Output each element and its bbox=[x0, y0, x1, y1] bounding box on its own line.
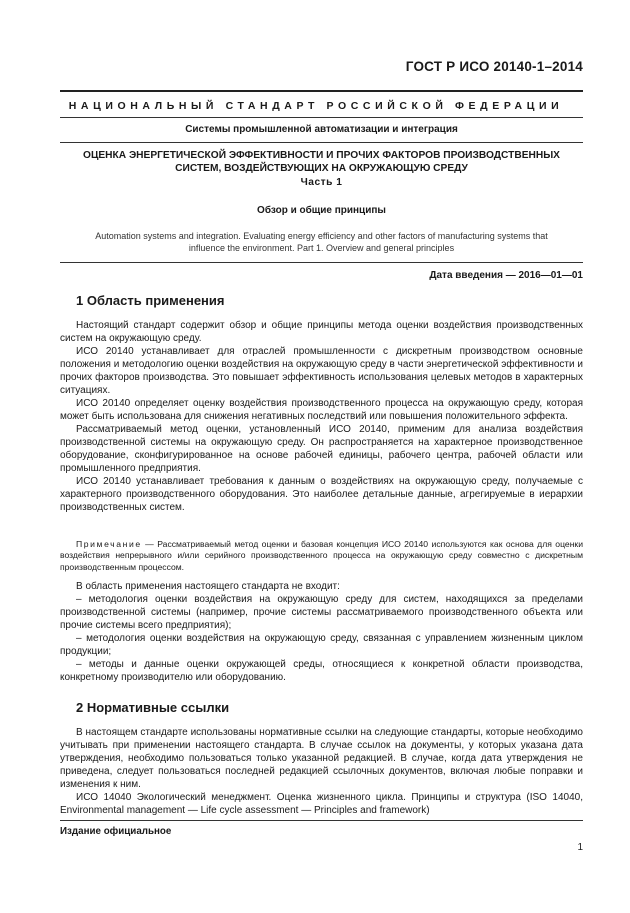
note-label: Примечание bbox=[76, 539, 142, 549]
page-number: 1 bbox=[577, 842, 583, 853]
section-1-body bbox=[60, 319, 583, 514]
main-title bbox=[60, 149, 583, 175]
exclusions-list bbox=[60, 580, 583, 684]
paragraph: В настоящем стандарте использованы нормативные ссылки на следующие стандарты, которые необходимо учитывать при применении настоящего стандарта. В случае ссылок на документы, у которых указана дата утверждения, необходимо пользоваться только указанной редакцией. В случае, когда дата утверждения не приведена, следует пользоваться последней редакцией ссылочных документов, включая любые поправки и изменения к ним. bbox=[60, 727, 583, 790]
national-standard-banner: НАЦИОНАЛЬНЫЙ СТАНДАРТ РОССИЙСКОЙ ФЕДЕРАЦИИ bbox=[68, 100, 564, 112]
english-title-line-2: influence the environment. Part 1. Overview and general principles bbox=[188, 243, 455, 253]
section-2-heading: 2 Нормативные ссылки bbox=[76, 700, 230, 715]
header-rule-top bbox=[60, 90, 583, 92]
series-title: Системы промышленной автоматизации и интеграция bbox=[185, 124, 458, 135]
main-title-line-2: СИСТЕМ, ВОЗДЕЙСТВУЮЩИХ НА ОКРУЖАЮЩУЮ СРЕДУ bbox=[175, 163, 468, 174]
part-title: Обзор и общие принципы bbox=[257, 205, 386, 216]
exclusions-intro: В область применения настоящего стандарта не входит: bbox=[76, 581, 340, 592]
english-title-line-1: Automation systems and integration. Evaluating energy efficiency and other factors of manufacturing systems that bbox=[95, 231, 548, 241]
official-edition-label: Издание официальное bbox=[60, 826, 172, 837]
footer-rule bbox=[60, 820, 583, 821]
paragraph: Настоящий стандарт содержит обзор и общие принципы метода оценки воздействия производственных систем на окружающую среду. bbox=[60, 320, 583, 344]
paragraph: Рассматриваемый метод оценки, установленный ИСО 20140, применим для анализа воздействия производственной системы на окружающую среду. Он распространяется на характерное производственное оборудование, сконфигурированное на основе рабочей единицы, рабочего центра, рабочей области или промышленного предприятия. bbox=[60, 424, 583, 474]
english-title bbox=[60, 230, 583, 254]
paragraph: ИСО 20140 определяет оценку воздействия производственного процесса на окружающую среду, которая может быть использована для снижения негативных последствий или повышения положительного эффекта. bbox=[60, 398, 583, 422]
note-text: — Рассматриваемый метод оценки и базовая концепция ИСО 20140 используются как основа для оценки воздействия непрерывного и/или серийного производственного процесса на окружающую среду совместно с дискретным производственным процессом. bbox=[60, 539, 583, 572]
note-paragraph bbox=[60, 539, 583, 573]
paragraph: ИСО 14040 Экологический менеджмент. Оценка жизненного цикла. Принципы и структура (ISO 14040, Environmental management — Life cycle assessment — Principles and framework) bbox=[60, 792, 583, 816]
list-item: – методы и данные оценки окружающей среды, относящиеся к конкретной области производства, конкретному производителю или оборудованию. bbox=[60, 659, 583, 683]
list-item: – методология оценки воздействия на окружающую среду для систем, находящихся за пределами производственной системы (например, прочие системы рассматриваемого производственного объекта или прочие системы всего предприятия); bbox=[60, 594, 583, 631]
header-rule-bottom bbox=[60, 117, 583, 118]
note-block bbox=[60, 539, 583, 573]
paragraph: ИСО 20140 устанавливает требования к данным о воздействиях на окружающую среду, получаемые с характерного производственного оборудования. Это наиболее детальные данные, агрегируемые в иерархии производственных систем. bbox=[60, 476, 583, 513]
introduction-date: Дата введения — 2016—01—01 bbox=[429, 270, 583, 281]
title-rule bbox=[60, 142, 583, 143]
section-2-body bbox=[60, 726, 583, 817]
document-code: ГОСТ Р ИСО 20140-1–2014 bbox=[405, 59, 583, 74]
list-item: – методология оценки воздействия на окружающую среду, связанная с управлением жизненным циклом продукции; bbox=[60, 633, 583, 657]
main-title-line-1: ОЦЕНКА ЭНЕРГЕТИЧЕСКОЙ ЭФФЕКТИВНОСТИ И ПРОЧИХ ФАКТОРОВ ПРОИЗВОДСТВЕННЫХ bbox=[83, 150, 560, 161]
english-title-rule bbox=[60, 262, 583, 263]
paragraph: ИСО 20140 устанавливает для отраслей промышленности с дискретным производством основные положения и методологию оценки воздействия на окружающую среду в части энергетической эффективности и прочих факторов производства. Это повышает эффективность использования целевых методов в характерных ситуациях. bbox=[60, 346, 583, 396]
part-number: Часть 1 bbox=[300, 177, 343, 188]
section-1-heading: 1 Область применения bbox=[76, 293, 225, 308]
